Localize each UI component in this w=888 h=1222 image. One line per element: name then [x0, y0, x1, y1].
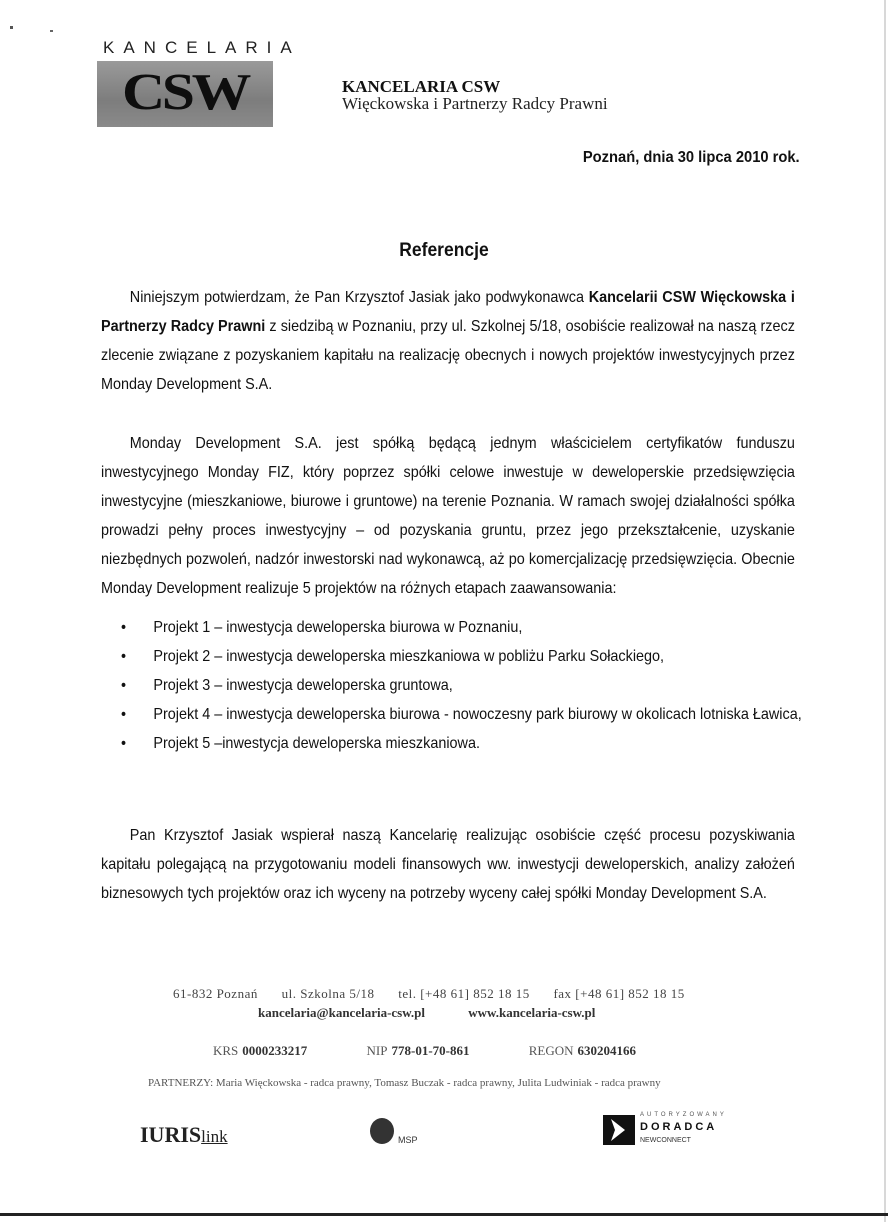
project-text: Projekt 2 – inwestycja deweloperska mieszkaniowa w pobliżu Parku Sołackiego, [153, 648, 665, 665]
doradca-logo-text: DORADCA [640, 1121, 718, 1133]
p1-text-c: z siedzibą w Poznaniu, przy ul. Szkolnej 5/18, osobiście realizował na naszą rzecz zlecenie związane z pozyskaniem kapitału na realizację obecnych i nowych projektów inwestycyjnych przez Monday Development S.A. [101, 318, 795, 393]
p3-text: Pan Krzysztof Jasiak wspierał naszą Kancelarię realizując osobiście część procesu pozyskiwania kapitału polegającą na przygotowaniu modeli finansowych ww. inwestycji deweloperskich, analizy założeń biznesowych tych projektów oraz ich wyceny na potrzeby wyceny całej spółki Monday Development S.A. [101, 827, 795, 902]
footer-partners: PARTNERZY: Maria Więckowska - radca prawny, Tomasz Buczak - radca prawny, Julita Ludwiniak - radca prawny [148, 1077, 661, 1089]
msp-logo-icon [370, 1118, 394, 1144]
footer-postal: 61-832 Poznań [173, 986, 258, 1001]
iuris-text: IURIS [140, 1122, 202, 1147]
bullet-icon: • [121, 735, 127, 752]
document-title: Referencje [399, 240, 489, 261]
firm-subtitle: Więckowska i Partnerzy Radcy Prawni [342, 94, 608, 113]
footer-contact [258, 1005, 635, 1021]
p1-firm-bold: Kancelarii CSW Więckowska i Partnerzy Radcy Prawni [101, 289, 795, 335]
csw-logo [97, 61, 273, 127]
paragraph-3 [101, 821, 795, 908]
list-item [121, 613, 814, 642]
firm-name: KANCELARIA CSW [342, 77, 501, 96]
project-text: Projekt 5 –inwestycja deweloperska mieszkaniowa. [153, 735, 480, 752]
project-text: Projekt 3 – inwestycja deweloperska gruntowa, [153, 677, 453, 694]
footer-tel: tel. [+48 61] 852 18 15 [398, 986, 530, 1001]
paragraph-1 [101, 283, 795, 399]
scan-artifact [50, 30, 53, 32]
footer-address [173, 986, 705, 1002]
letter-date: Poznań, dnia 30 lipca 2010 rok. [583, 149, 800, 166]
link-text: link [201, 1127, 228, 1146]
scan-artifact [10, 26, 13, 29]
iurislink-logo [140, 1122, 228, 1148]
krs-label: KRS [213, 1043, 239, 1058]
nip-value: 778-01-70-861 [391, 1043, 470, 1058]
bullet-icon: • [121, 648, 127, 665]
letterhead-brand: KANCELARIA [103, 38, 301, 57]
p1-text-a: Niniejszym potwierdzam, że Pan Krzysztof Jasiak jako podwykonawca [129, 289, 589, 306]
list-item [121, 642, 814, 671]
project-text: Projekt 1 – inwestycja deweloperska biurowa w Poznaniu, [153, 619, 523, 636]
regon-label: REGON [528, 1043, 574, 1058]
doradca-top-text: AUTORYZOWANY [640, 1112, 727, 1118]
newconnect-text: NEWCONNECT [640, 1137, 691, 1144]
project-text: Projekt 4 – inwestycja deweloperska biurowa - nowoczesny park biurowy w okolicach lotniska Ławica, [153, 706, 802, 723]
list-item [121, 729, 814, 758]
footer-street: ul. Szkolna 5/18 [281, 986, 375, 1001]
footer-fax: fax [+48 61] 852 18 15 [553, 986, 685, 1001]
logo-text: CSW [122, 64, 248, 121]
nip-label: NIP [366, 1043, 388, 1058]
paragraph-2 [101, 429, 795, 603]
bullet-icon: • [121, 619, 127, 636]
page-bottom-border [0, 1213, 888, 1216]
doradca-logo-icon [603, 1115, 635, 1145]
p2-text: Monday Development S.A. jest spółką będącą jednym właścicielem certyfikatów funduszu inwestycyjnego Monday FIZ, który poprzez spółki celowe inwestuje w deweloperskie przedsięwzięcia inwestycyjne (mieszkaniowe, biurowe i gruntowe) na terenie Poznania. W ramach swojej działalności spółka prowadzi pełny proces inwestycyjny – od pozyskania gruntu, przez jego przekształcenie, uzyskanie niezbędnych pozwoleń, nadzór inwestorski nad wykonawcą, aż po komercjalizację przedsięwzięcia. Obecnie Monday Development realizuje 5 projektów na różnych etapach zaawansowania: [101, 435, 795, 597]
list-item [121, 671, 814, 700]
msp-logo-text: MSP [398, 1135, 418, 1145]
page-edge [884, 0, 886, 1222]
footer-web: www.kancelaria-csw.pl [468, 1005, 596, 1020]
footer-email: kancelaria@kancelaria-csw.pl [258, 1005, 426, 1020]
bullet-icon: • [121, 677, 127, 694]
bullet-icon: • [121, 706, 127, 723]
footer-registry [213, 1043, 692, 1059]
list-item [121, 700, 834, 729]
regon-value: 630204166 [577, 1043, 637, 1058]
project-list [121, 613, 814, 758]
krs-value: 0000233217 [242, 1043, 308, 1058]
